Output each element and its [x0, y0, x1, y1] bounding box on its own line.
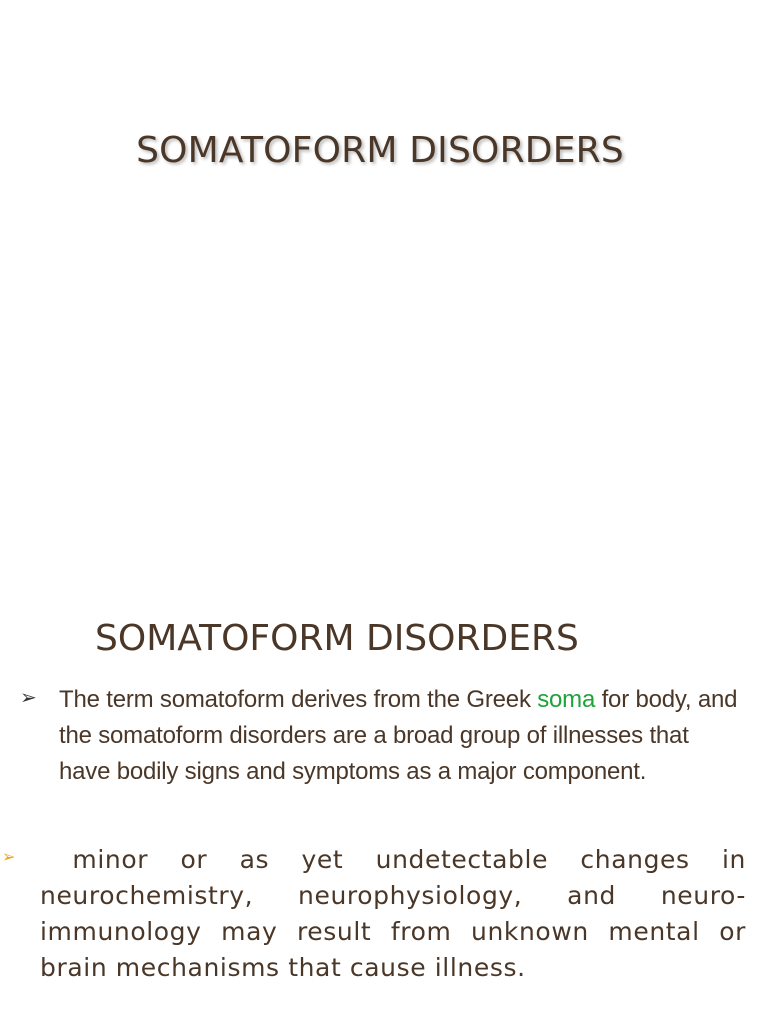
arrow-bullet-icon: ➢ — [20, 685, 37, 709]
slide-2-title: SOMATOFORM DISORDERS — [95, 618, 579, 659]
arrow-bullet-icon: ➢ — [2, 847, 16, 866]
bullet-item-etymology — [20, 682, 740, 790]
bullet-item-mechanisms — [0, 842, 746, 986]
slide-1-title: SOMATOFORM DISORDERS — [136, 130, 624, 171]
bullet-text — [40, 842, 746, 986]
highlight-term: soma — [537, 686, 596, 713]
bullet-text-after: for body, and the somatoform disorders are a broad group of illnesses that have bodily signs and symptoms as a major component. — [59, 686, 738, 785]
bullet-text-before: The term somatoform derives from the Greek — [59, 686, 538, 713]
bullet-text-body: minor or as yet undetectable changes in neurochemistry, neurophysiology, and neuro-immunology may result from unknown mental or brain mechanisms that cause illness. — [40, 845, 747, 982]
bullet-text — [59, 682, 740, 790]
content-slide — [0, 580, 768, 1024]
